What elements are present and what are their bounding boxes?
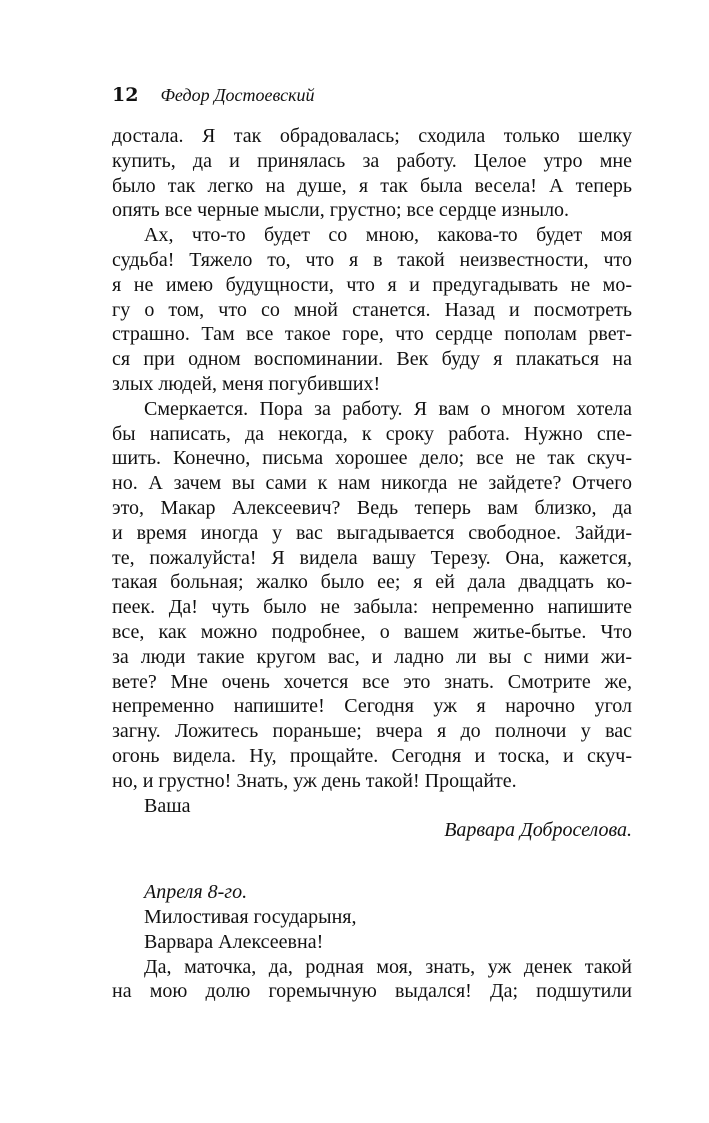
- running-title: Федор Достоевский: [160, 85, 315, 105]
- text-line: все, как можно подробнее, о вашем житье-бытье. Что: [112, 620, 632, 643]
- letter-signature: Варвара Доброселова.: [444, 819, 632, 842]
- text-line: Смеркается. Пора за работу. Я вам о многом хотела: [144, 397, 632, 420]
- section-gap: [112, 843, 632, 880]
- text-line: пеек. Да! чуть было не забыла: непременно напишите: [112, 596, 632, 619]
- text-line: такая больная; жалко было ее; я ей дала двадцать ко-: [112, 571, 632, 594]
- body-text: [112, 124, 632, 1004]
- text-line: страшно. Там все такое горе, что сердце пополам рвет-: [112, 323, 632, 346]
- letter-salutation: Милостивая государыня,: [144, 905, 357, 928]
- text-line: это, Макар Алексеевич? Ведь теперь вам близко, да: [112, 496, 632, 519]
- text-line: но. А зачем вы сами к нам никогда не зайдете? Отчего: [112, 472, 632, 495]
- text-line: было так легко на душе, я так была весела! А теперь: [112, 174, 632, 197]
- text-line: на мою долю горемычную выдался! Да; подшутили: [112, 980, 632, 1003]
- text-line: злых людей, меня погубивших!: [112, 372, 381, 395]
- text-line: Ах, что-то будет со мною, какова-то будет моя: [144, 224, 632, 247]
- text-line: купить, да и принялась за работу. Целое утро мне: [112, 149, 632, 172]
- text-line: огонь видела. Ну, прощайте. Сегодня и тоска, и скуч-: [112, 744, 632, 767]
- text-line: те, пожалуйста! Я видела вашу Терезу. Она, кажется,: [112, 546, 632, 569]
- text-line: достала. Я так обрадовалась; сходила только шелку: [112, 125, 632, 147]
- letter-salutation: Варвара Алексеевна!: [144, 930, 324, 953]
- text-line: вете? Мне очень хочется все это знать. Смотрите же,: [112, 670, 632, 693]
- text-line: но, и грустно! Знать, уж день такой! Прощайте.: [112, 769, 517, 792]
- text-line: загну. Ложитесь пораньше; вчера я до полночи у вас: [112, 720, 632, 743]
- text-line: гу о том, что со мной станется. Назад и посмотреть: [112, 298, 632, 321]
- text-line: за люди такие кругом вас, и ладно ли вы с ними жи-: [112, 645, 632, 668]
- text-line: я не имею будущности, что я и предугадывать не мо-: [112, 273, 632, 296]
- text-line: Да, маточка, да, родная моя, знать, уж денек такой: [144, 955, 632, 978]
- page-header: [112, 84, 315, 108]
- text-line: опять все черные мысли, грустно; все сердце изныло.: [112, 199, 570, 222]
- text-line: бы написать, да некогда, к сроку работа. Нужно спе-: [112, 422, 632, 445]
- text-line: ся при одном воспоминании. Век буду я плакаться на: [112, 348, 632, 371]
- text-line: шить. Конечно, письма хорошее дело; все не так скуч-: [112, 447, 632, 470]
- text-line: и время иногда у вас выгадывается свободное. Зайди-: [112, 521, 632, 544]
- text-line: непременно напишите! Сегодня уж я нарочно угол: [112, 695, 632, 718]
- letter-date: Апреля 8-го.: [144, 881, 248, 904]
- page-number: 12: [112, 84, 139, 106]
- text-line: судьба! Тяжело то, что я в такой неизвестности, что: [112, 248, 632, 271]
- letter-closing: Ваша: [144, 794, 191, 817]
